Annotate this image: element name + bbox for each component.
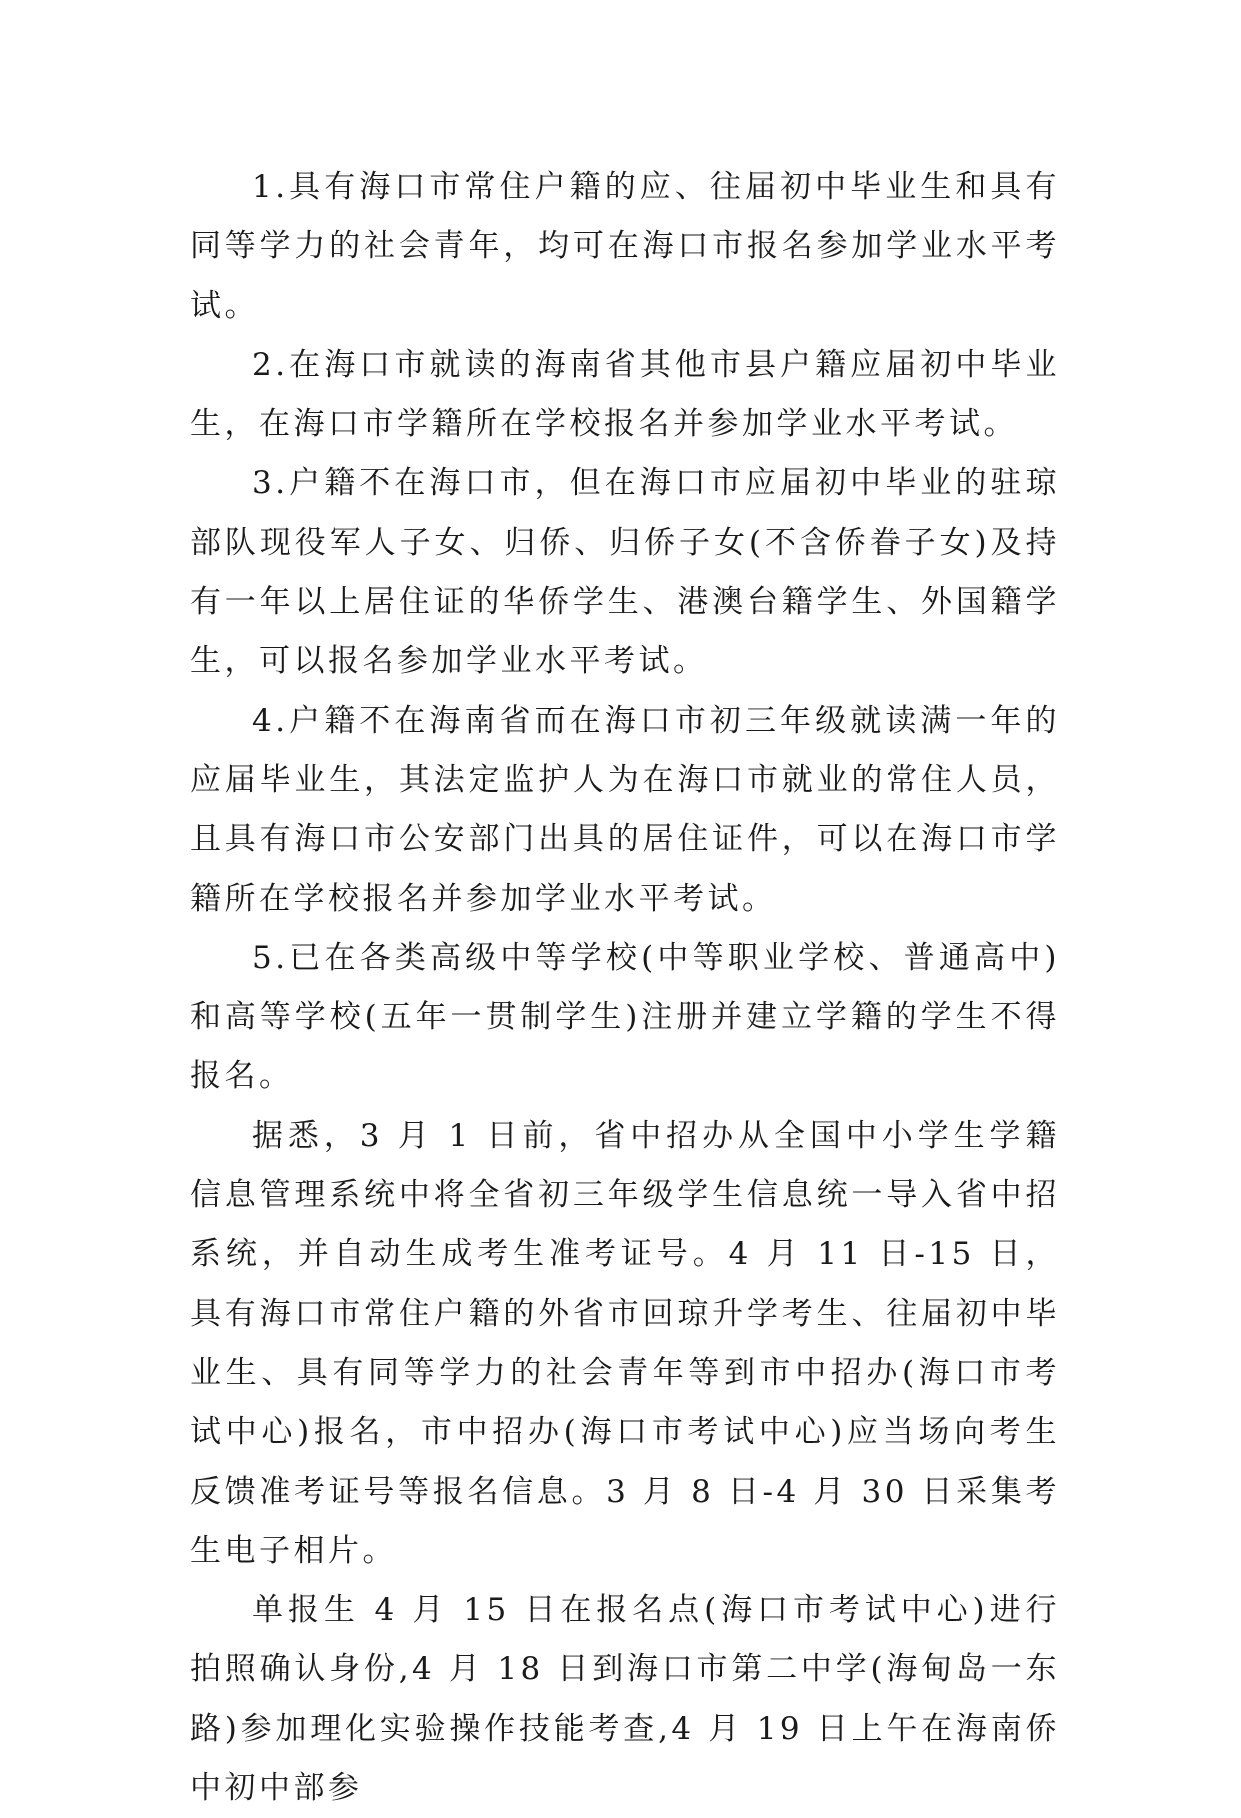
paragraph-individual-applicants: 单报生 4 月 15 日在报名点(海口市考试中心)进行拍照确认身份,4 月 18 日到海口市第二中学(海甸岛一东路)参加理化实验操作技能考查,4 月 19 日上午在海南侨中初中部参	[190, 1592, 1060, 1807]
paragraph-eligibility-5: 5.已在各类高级中等学校(中等职业学校、普通高中)和高等学校(五年一贯制学生)注册并建立学籍的学生不得报名。	[190, 939, 1060, 1095]
paragraph-eligibility-3: 3.户籍不在海口市，但在海口市应届初中毕业的驻琼部队现役军人子女、归侨、归侨子女(不含侨眷子女)及持有一年以上居住证的华侨学生、港澳台籍学生、外国籍学生，可以报名参加学业水平考试。	[190, 465, 1060, 680]
paragraph-eligibility-4: 4.户籍不在海南省而在海口市初三年级就读满一年的应届毕业生，其法定监护人为在海口市就业的常住人员，且具有海口市公安部门出具的居住证件，可以在海口市学籍所在学校报名并参加学业水平考试。	[190, 702, 1060, 917]
paragraph-registration-schedule: 据悉，3 月 1 日前，省中招办从全国中小学生学籍信息管理系统中将全省初三年级学生信息统一导入省中招系统，并自动生成考生准考证号。4 月 11 日-15 日，具有海口市常住户籍的外省市回琼升学考生、往届初中毕业生、具有同等学力的社会青年等到市中招办(海口市考试中心)报名，市中招办(海口市考试中心)应当场向考生反馈准考证号等报名信息。3 月 8 日-4 月 30 日采集考生电子相片。	[190, 1117, 1060, 1569]
paragraph-eligibility-1: 1.具有海口市常住户籍的应、往届初中毕业生和具有同等学力的社会青年，均可在海口市报名参加学业水平考试。	[190, 169, 1060, 324]
paragraph-eligibility-2: 2.在海口市就读的海南省其他市县户籍应届初中毕业生，在海口市学籍所在学校报名并参加学业水平考试。	[190, 346, 1060, 443]
document-body	[190, 158, 1060, 1818]
